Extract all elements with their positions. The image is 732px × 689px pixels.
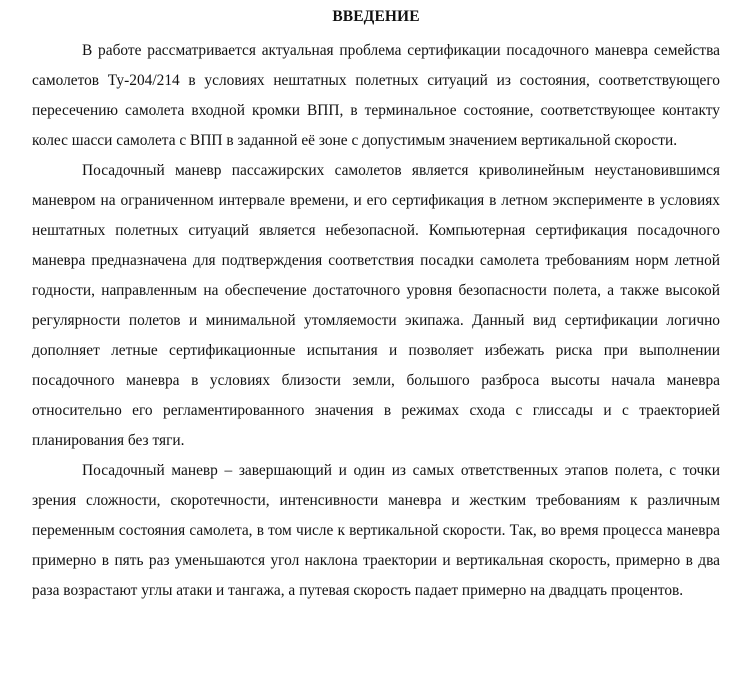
paragraph-landing-maneuver: Посадочный маневр пассажирских самолетов является криволинейным неустановившимся маневром на ограниченном интервале времени, и его сертификация в летном эксперименте в условиях нештатных полетных ситуаций является небезопасной. Компьютерная сертификация посадочного маневра предназначена для подтверждения соответствия посадки самолета требованиям норм летной годности, направленным на обеспечение достаточного уровня безопасности полета, а также высокой регулярности полетов и минимальной утомляемости экипажа. Данный вид сертификации логично дополняет летные сертификационные испытания и позволяет избежать риска при выполнении посадочного маневра в условиях близости земли, большого разброса высоты начала маневра относительно его регламентированного значения в режимах схода с глиссады и с траекторией планирования без тяги. [32, 162, 720, 449]
paragraph-final-stage: Посадочный маневр – завершающий и один из самых ответственных этапов полета, с точки зрения сложности, скоротечности, интенсивности маневра и жестким требованиям к различным переменным состояния самолета, в том числе к вертикальной скорости. Так, во время процесса маневра примерно в пять раз уменьшаются угол наклона траектории и вертикальная скорость, примерно в два раза возрастают углы атаки и тангажа, а путевая скорость падает примерно на двадцать процентов. [32, 462, 720, 599]
paragraph-intro: В работе рассматривается актуальная проблема сертификации посадочного маневра семейства самолетов Ту-204/214 в условиях нештатных полетных ситуаций из состояния, соответствующего пересечению самолета входной кромки ВПП, в терминальное состояние, соответствующее контакту колес шасси самолета с ВПП в заданной её зоне с допустимым значением вертикальной скорости. [32, 42, 720, 149]
section-heading: ВВЕДЕНИЕ [332, 8, 420, 25]
